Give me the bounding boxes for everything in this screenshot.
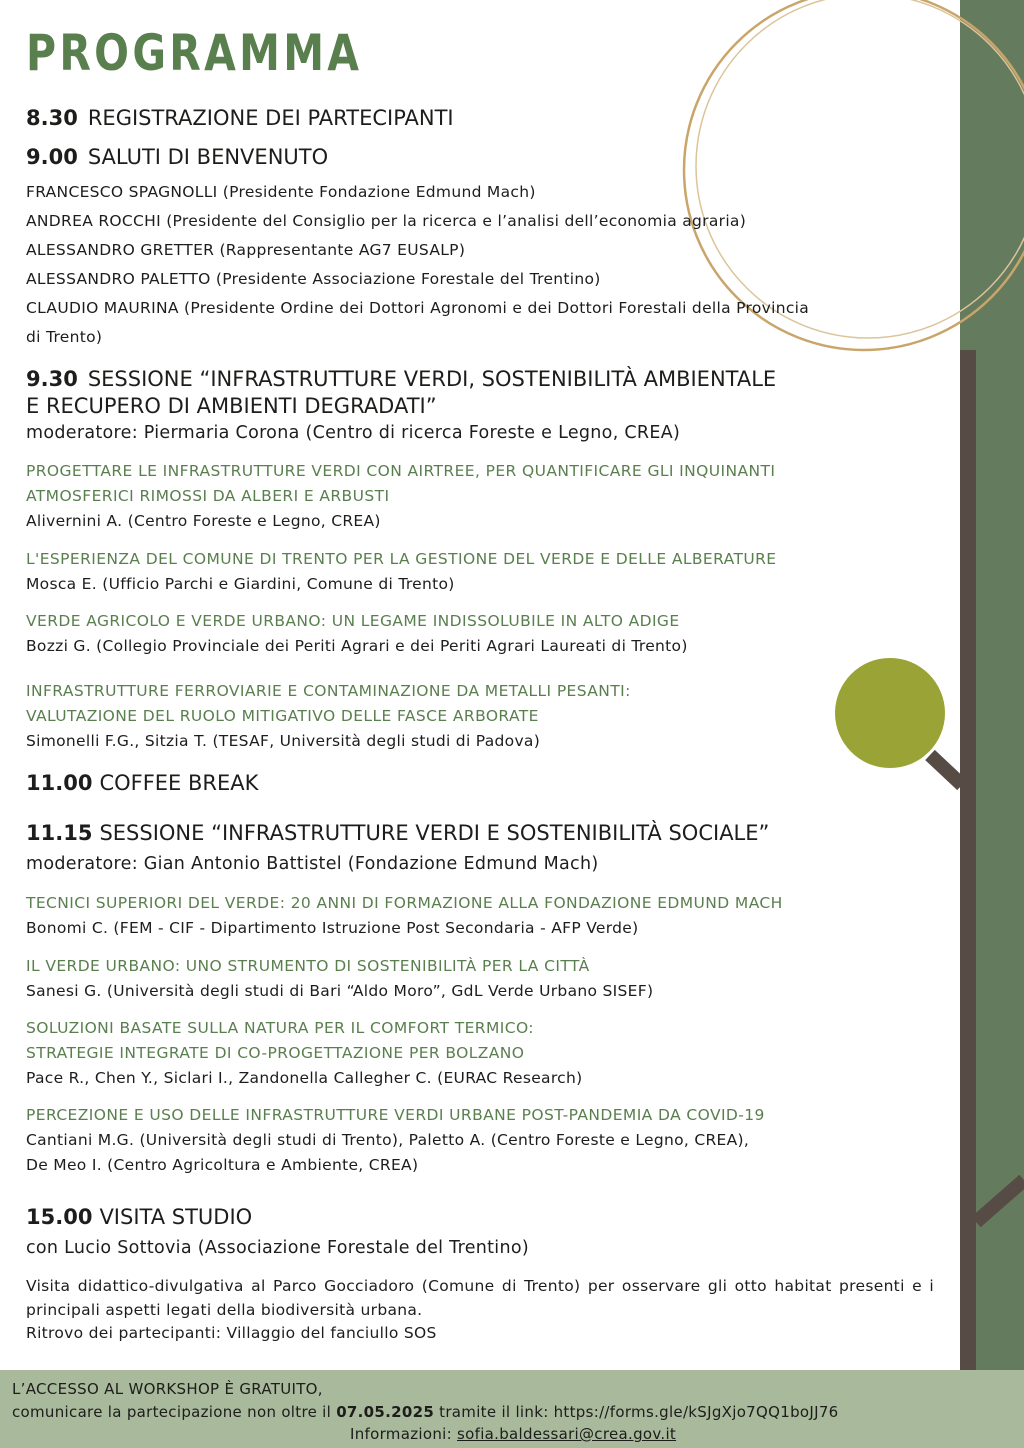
session-title-line1: SESSIONE “INFRASTRUTTURE VERDI, SOSTENIBILITÀ AMBIENTALE (87, 367, 777, 391)
speaker-line: ANDREA ROCCHI (Presidente del Consiglio per la ricerca e l’analisi dell’economia agraria) (26, 212, 747, 230)
time-label: 11.15 (26, 821, 93, 845)
leaf-circle (835, 658, 945, 768)
registration-link[interactable]: tramite il link: https://forms.gle/kSJgXjo7QQ1boJJ76 (434, 1403, 839, 1421)
item-label: COFFEE BREAK (99, 771, 259, 795)
talk-title-cont: ATMOSFERICI RIMOSSI DA ALBERI E ARBUSTI (26, 487, 390, 505)
talk-title: PROGETTARE LE INFRASTRUTTURE VERDI CON AIRTREE, PER QUANTIFICARE GLI INQUINANTI (26, 462, 776, 480)
talk-title: IL VERDE URBANO: UNO STRUMENTO DI SOSTENIBILITÀ PER LA CITTÀ (26, 957, 590, 975)
talk-title: VERDE AGRICOLO E VERDE URBANO: UN LEGAME INDISSOLUBILE IN ALTO ADIGE (26, 612, 680, 630)
talk-title: L'ESPERIENZA DEL COMUNE DI TRENTO PER LA GESTIONE DEL VERDE E DELLE ALBERATURE (26, 550, 777, 568)
talk-author: Sanesi G. (Università degli studi di Bari “Aldo Moro”, GdL Verde Urbano SISEF) (26, 982, 654, 1000)
session-title-line2: E RECUPERO DI AMBIENTI DEGRADATI” (26, 394, 437, 418)
speaker-line: ALESSANDRO PALETTO (Presidente Associazione Forestale del Trentino) (26, 270, 601, 288)
agenda-item-registration (26, 106, 454, 130)
talk-title: TECNICI SUPERIORI DEL VERDE: 20 ANNI DI FORMAZIONE ALLA FONDAZIONE EDMUND MACH (26, 894, 783, 912)
deadline-date: 07.05.2025 (336, 1403, 435, 1421)
talk-author: Mosca E. (Ufficio Parchi e Giardini, Comune di Trento) (26, 575, 455, 593)
time-label: 11.00 (26, 771, 93, 795)
item-label: SALUTI DI BENVENUTO (87, 145, 329, 169)
visit-meeting-point: Ritrovo dei partecipanti: Villaggio del fanciullo SOS (26, 1324, 437, 1342)
footer-free-access: L’ACCESSO AL WORKSHOP È GRATUITO, (12, 1380, 323, 1398)
session-moderator: moderatore: Gian Antonio Battistel (Fondazione Edmund Mach) (26, 854, 599, 874)
footer-registration-line: comunicare la partecipazione non oltre il 07.05.2025 tramite il link: https://forms.gle/kSJgXjo7QQ1boJJ76 (12, 1403, 839, 1421)
speaker-line: CLAUDIO MAURINA (Presidente Ordine dei Dottori Agronomi e dei Dottori Forestali della Provincia (26, 299, 810, 317)
agenda-item-welcome (26, 145, 328, 169)
talk-title-cont: VALUTAZIONE DEL RUOLO MITIGATIVO DELLE FASCE ARBORATE (26, 707, 539, 725)
talk-author: Alivernini A. (Centro Foreste e Legno, CREA) (26, 512, 381, 530)
speaker-line: FRANCESCO SPAGNOLLI (Presidente Fondazione Edmund Mach) (26, 183, 536, 201)
talk-author: Bozzi G. (Collegio Provinciale dei Periti Agrari e dei Periti Agrari Laureati di Trento) (26, 637, 688, 655)
time-label: 15.00 (26, 1205, 93, 1229)
speaker-line: ALESSANDRO GRETTER (Rappresentante AG7 EUSALP) (26, 241, 466, 259)
visit-description: Visita didattico-divulgativa al Parco Gocciadoro (Comune di Trento) per osservare gli otto habitat presenti e i principali aspetti legati della biodiversità urbana. (26, 1277, 934, 1319)
talk-title-cont: STRATEGIE INTEGRATE DI CO-PROGETTAZIONE PER BOLZANO (26, 1044, 525, 1062)
page-title: PROGRAMMA (26, 24, 363, 82)
session-moderator: moderatore: Piermaria Corona (Centro di ricerca Foreste e Legno, CREA) (26, 423, 681, 443)
session-2-heading (26, 821, 769, 845)
speaker-line: di Trento) (26, 328, 103, 346)
talk-author: Cantiani M.G. (Università degli studi di Trento), Paletto A. (Centro Foreste e Legno, CREA), (26, 1131, 750, 1149)
session-1-heading (26, 367, 776, 391)
talk-title: SOLUZIONI BASATE SULLA NATURA PER IL COMFORT TERMICO: (26, 1019, 534, 1037)
visit-guide: con Lucio Sottovia (Associazione Forestale del Trentino) (26, 1238, 529, 1258)
footer-bar (0, 1370, 1024, 1448)
time-label: 9.00 (26, 145, 78, 169)
contact-email-link[interactable]: sofia.baldessari@crea.gov.it (457, 1425, 677, 1443)
footer-info-line: Informazioni: sofia.baldessari@crea.gov.it (350, 1425, 677, 1443)
talk-author: Simonelli F.G., Sitzia T. (TESAF, Università degli studi di Padova) (26, 732, 541, 750)
talk-author-cont: De Meo I. (Centro Agricoltura e Ambiente, CREA) (26, 1156, 419, 1174)
time-label: 8.30 (26, 106, 78, 130)
item-label: REGISTRAZIONE DEI PARTECIPANTI (87, 106, 454, 130)
agenda-item-coffee (26, 771, 258, 795)
talk-title: INFRASTRUTTURE FERROVIARIE E CONTAMINAZIONE DA METALLI PESANTI: (26, 682, 631, 700)
time-label: 9.30 (26, 367, 78, 391)
item-label: VISITA STUDIO (99, 1205, 253, 1229)
talk-title: PERCEZIONE E USO DELLE INFRASTRUTTURE VERDI URBANE POST-PANDEMIA DA COVID-19 (26, 1106, 765, 1124)
agenda-item-visit (26, 1205, 252, 1229)
talk-author: Bonomi C. (FEM - CIF - Dipartimento Istruzione Post Secondaria - AFP Verde) (26, 919, 639, 937)
tree-branch-upper (930, 755, 962, 785)
session-title-line1: SESSIONE “INFRASTRUTTURE VERDI E SOSTENIBILITÀ SOCIALE” (99, 821, 770, 845)
talk-author: Pace R., Chen Y., Siclari I., Zandonella Callegher C. (EURAC Research) (26, 1069, 583, 1087)
